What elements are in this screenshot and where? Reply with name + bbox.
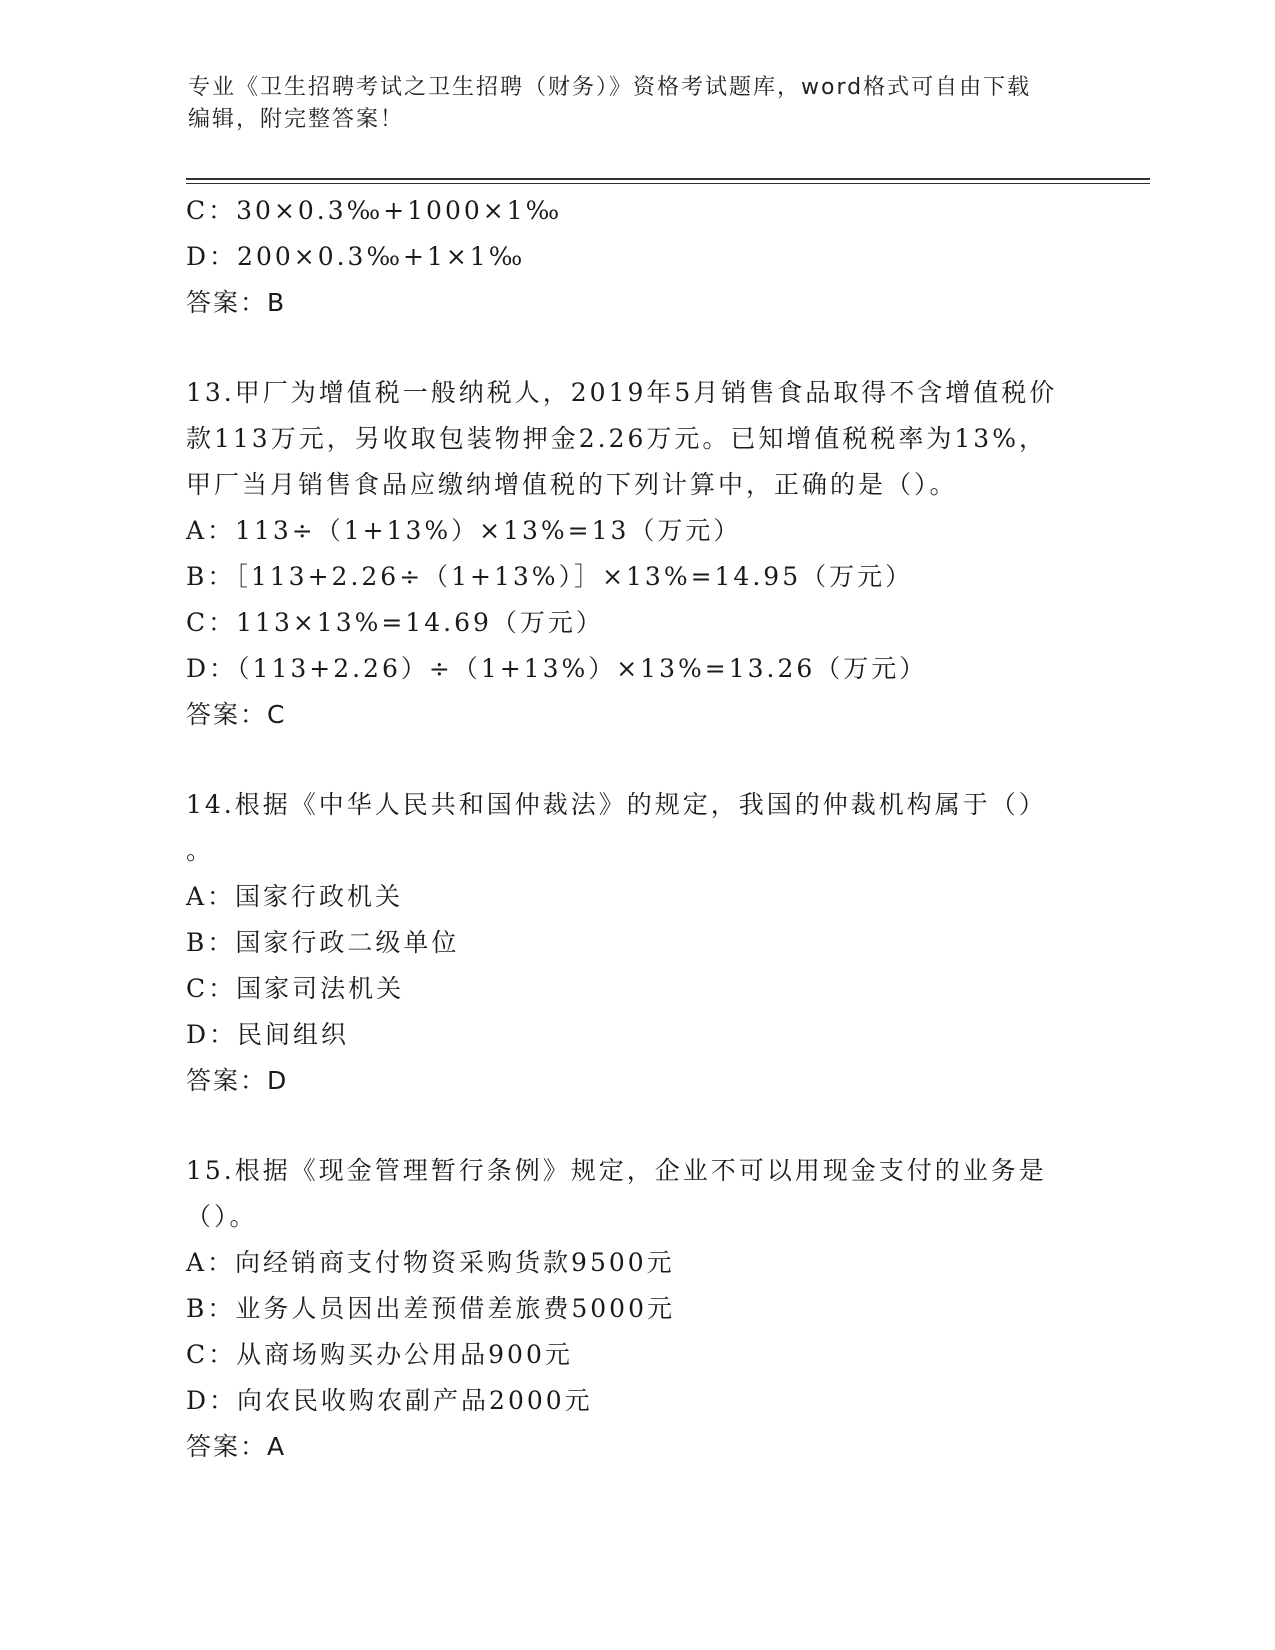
spacer — [186, 1104, 1086, 1148]
page-header — [188, 72, 1088, 136]
option-d: D：民间组织 — [186, 1020, 350, 1049]
question-stem: 13.甲厂为增值税一般纳税人，2019年5月销售食品取得不含增值税价 — [186, 378, 1058, 407]
question-15 — [186, 1148, 1086, 1470]
spacer — [186, 326, 1086, 370]
answer: 答案：B — [186, 288, 287, 317]
question-stem: （）。 — [186, 1202, 258, 1231]
question-content — [186, 188, 1086, 1470]
option-a: A：向经销商支付物资采购货款9500元 — [186, 1248, 675, 1277]
header-rule — [186, 178, 1150, 180]
option-c: C：30×0.3‰+1000×1‰ — [186, 196, 563, 225]
header-rule-thin — [186, 183, 1150, 184]
option-a: A：113÷（1+13%）×13%=13（万元） — [186, 516, 742, 545]
question-stem: 。 — [186, 836, 215, 865]
option-b: B：［113+2.26÷（1+13%）］×13%=14.95（万元） — [186, 562, 914, 591]
option-d: D：向农民收购农副产品2000元 — [186, 1386, 593, 1415]
question-12-continued — [186, 188, 1086, 326]
spacer — [186, 738, 1086, 782]
answer: 答案：A — [186, 1432, 287, 1461]
option-c: C：从商场购买办公用品900元 — [186, 1340, 573, 1369]
header-line-2: 编辑，附完整答案！ — [188, 107, 405, 132]
option-d: D：200×0.3‰+1×1‰ — [186, 242, 526, 271]
option-b: B：业务人员因出差预借差旅费5000元 — [186, 1294, 675, 1323]
question-stem: 15.根据《现金管理暂行条例》规定，企业不可以用现金支付的业务是 — [186, 1156, 1047, 1185]
option-b: B：国家行政二级单位 — [186, 928, 460, 957]
question-stem: 甲厂当月销售食品应缴纳增值税的下列计算中，正确的是（）。 — [186, 470, 958, 499]
question-14 — [186, 782, 1086, 1104]
option-d: D：（113+2.26）÷（1+13%）×13%=13.26（万元） — [186, 654, 928, 683]
question-stem: 款113万元，另收取包装物押金2.26万元。已知增值税税率为13%， — [186, 424, 1047, 453]
option-a: A：国家行政机关 — [186, 882, 404, 911]
question-13 — [186, 370, 1086, 738]
header-line-1: 专业《卫生招聘考试之卫生招聘（财务）》资格考试题库，word格式可自由下载 — [188, 75, 1032, 100]
option-c: C：国家司法机关 — [186, 974, 405, 1003]
option-c: C：113×13%=14.69（万元） — [186, 608, 604, 637]
answer: 答案：C — [186, 700, 287, 729]
answer: 答案：D — [186, 1066, 289, 1095]
question-stem: 14.根据《中华人民共和国仲裁法》的规定，我国的仲裁机构属于（） — [186, 790, 1047, 819]
